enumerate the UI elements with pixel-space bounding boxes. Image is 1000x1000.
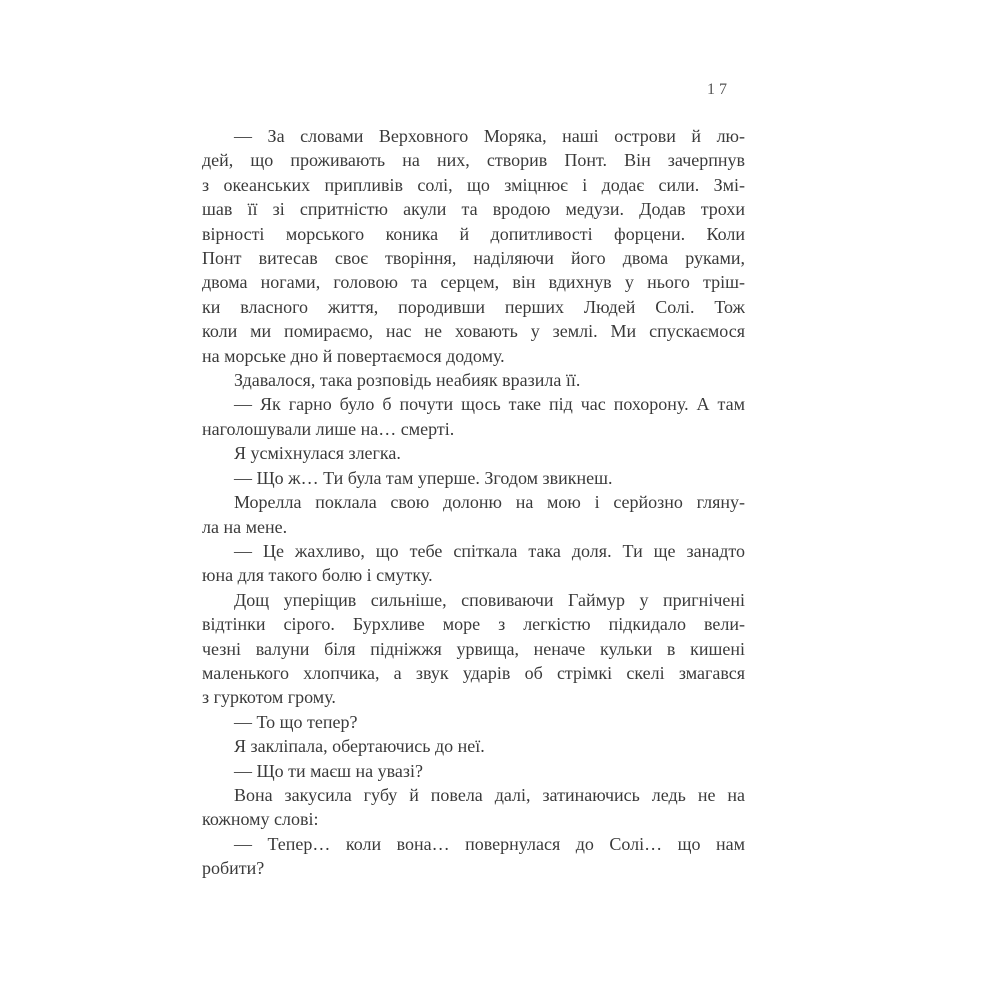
paragraph bbox=[202, 124, 745, 368]
text-line: з гуркотом грому. bbox=[202, 687, 336, 708]
text-line: — Тепер… коли вона… повернулася до Солі… що нам bbox=[234, 833, 745, 854]
paragraph bbox=[202, 441, 745, 465]
text-line: ла на мене. bbox=[202, 516, 288, 537]
text-line: Здавалося, така розповідь неабияк вразила її. bbox=[234, 370, 581, 391]
paragraph bbox=[202, 710, 745, 734]
paragraph bbox=[202, 759, 745, 783]
paragraph bbox=[202, 368, 745, 392]
paragraph bbox=[202, 466, 745, 490]
text-line: відтінки сірого. Бурхливе море з легкістю підкидало вели- bbox=[202, 614, 745, 635]
text-line: — Як гарно було б почути щось таке під час похорону. А там bbox=[234, 394, 745, 415]
text-line: — Що ж… Ти була там уперше. Згодом звикнеш. bbox=[234, 467, 613, 488]
paragraph bbox=[202, 490, 745, 539]
text-line: маленького хлопчика, а звук ударів об стрімкі скелі змагався bbox=[202, 662, 745, 683]
text-line: Морелла поклала свою долоню на мою і серйозно гляну- bbox=[234, 492, 745, 513]
text-line: двома ногами, головою та серцем, він вдихнув у нього тріш- bbox=[202, 272, 745, 293]
text-line: кожному слові: bbox=[202, 809, 319, 830]
text-line: — То що тепер? bbox=[234, 711, 358, 732]
paragraph bbox=[202, 539, 745, 588]
text-line: Вона закусила губу й повела далі, затинаючись ледь не на bbox=[234, 784, 745, 805]
text-line: дей, що проживають на них, створив Понт. Він зачерпнув bbox=[202, 150, 745, 171]
text-line: ки власного життя, породивши перших Людей Солі. Тож bbox=[202, 296, 745, 317]
paragraph bbox=[202, 588, 745, 710]
paragraph bbox=[202, 783, 745, 832]
text-line: коли ми помираємо, нас не ховають у землі. Ми спускаємося bbox=[202, 321, 745, 342]
text-block bbox=[202, 124, 745, 881]
text-line: вірності морського коника й допитливості форцени. Коли bbox=[202, 223, 745, 244]
text-line: юна для такого болю і смутку. bbox=[202, 565, 433, 586]
text-line: з океанських припливів солі, що зміцнює і додає сили. Змі- bbox=[202, 174, 745, 195]
text-line: Я усміхнулася злегка. bbox=[234, 443, 401, 464]
text-line: на морське дно й повертаємося додому. bbox=[202, 345, 505, 366]
text-line: — Що ти маєш на увазі? bbox=[234, 760, 423, 781]
text-line: — Це жахливо, що тебе спіткала така доля. Ти ще занадто bbox=[234, 540, 745, 561]
text-line: Понт витесав своє творіння, наділяючи його двома руками, bbox=[202, 248, 745, 269]
text-line: — За словами Верховного Моряка, наші острови й лю- bbox=[234, 126, 745, 146]
page-number: 17 bbox=[707, 81, 731, 98]
text-line: шав її зі спритністю акули та вродою медузи. Додав трохи bbox=[202, 199, 745, 220]
text-line: чезні валуни біля підніжжя урвища, неначе кульки в кишені bbox=[202, 638, 745, 659]
text-line: наголошували лише на… смерті. bbox=[202, 418, 455, 439]
paragraph bbox=[202, 392, 745, 441]
text-line: Дощ уперіщив сильніше, сповиваючи Гаймур у пригнічені bbox=[234, 589, 745, 610]
paragraph bbox=[202, 832, 745, 881]
text-line: Я закліпала, обертаючись до неї. bbox=[234, 736, 485, 757]
paragraph bbox=[202, 734, 745, 758]
text-line: робити? bbox=[202, 858, 265, 879]
